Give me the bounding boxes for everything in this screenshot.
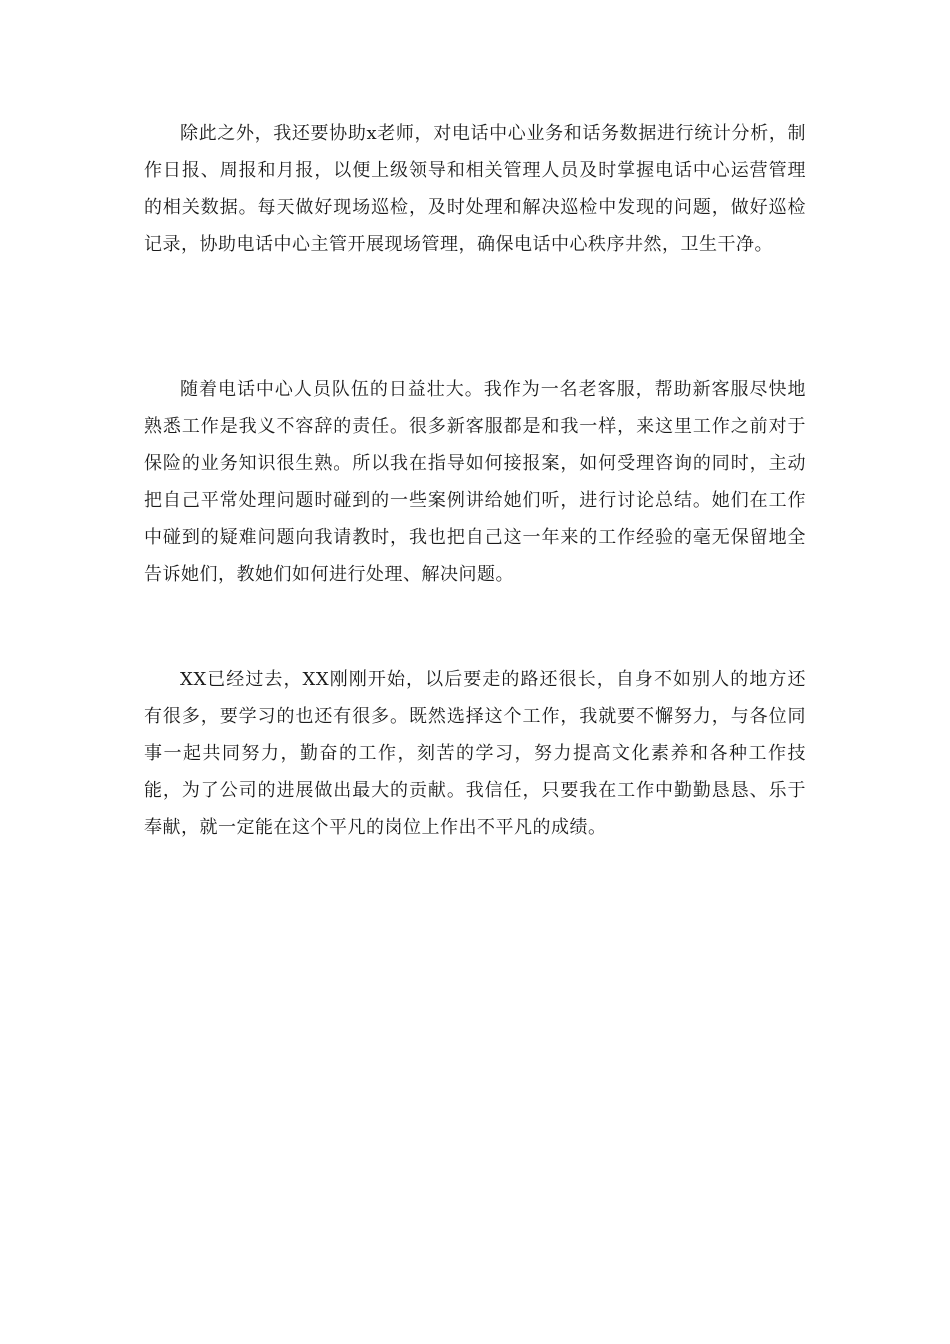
paragraph-2: 随着电话中心人员队伍的日益壮大。我作为一名老客服，帮助新客服尽快地熟悉工作是我义不容辞的责任。很多新客服都是和我一样，来这里工作之前对于保险的业务知识很生熟。所以我在指导如何接报案，如何受理咨询的同时，主动把自己平常处理问题时碰到的一些案例讲给她们听，进行讨论总结。她们在工作中碰到的疑难问题向我请教时，我也把自己这一年来的工作经验的毫无保留地全告诉她们，教她们如何进行处理、解决问题。 bbox=[144, 379, 806, 585]
paragraph-3: XX已经过去，XX刚刚开始，以后要走的路还很长，自身不如别人的地方还有很多，要学习的也还有很多。既然选择这个工作，我就要不懈努力，与各位同事一起共同努力，勤奋的工作，刻苦的学习，努力提高文化素养和各种工作技能，为了公司的进展做出最大的贡献。我信任，只要我在工作中勤勤恳恳、乐于奉献，就一定能在这个平凡的岗位上作出不平凡的成绩。 bbox=[144, 669, 806, 838]
paragraph-1: 除此之外，我还要协助x老师，对电话中心业务和话务数据进行统计分析，制作日报、周报和月报，以便上级领导和相关管理人员及时掌握电话中心运营管理的相关数据。每天做好现场巡检，及时处理和解决巡检中发现的问题，做好巡检记录，协助电话中心主管开展现场管理，确保电话中心秩序井然，卫生干净。 bbox=[144, 123, 806, 255]
